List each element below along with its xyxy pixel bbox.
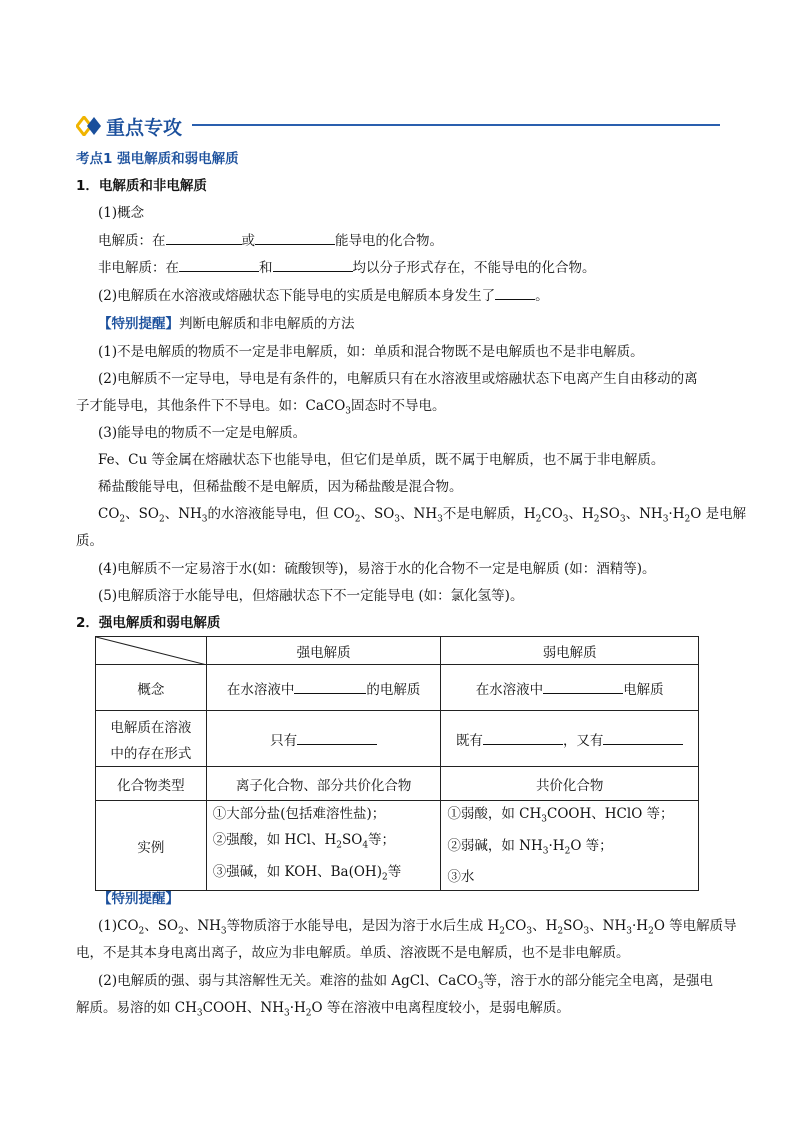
row-label: 实例: [96, 801, 207, 891]
rule-3-acid: 稀盐酸能导电，但稀盐酸不是电解质，因为稀盐酸是混合物。: [98, 479, 463, 495]
text: ②弱碱，如 NH: [447, 837, 543, 854]
subscript: 2: [158, 514, 165, 525]
subscript: 3: [394, 514, 401, 525]
text: O 等电解质导: [653, 918, 737, 934]
rule-2-continued: [76, 394, 446, 417]
tip-heading-1: [98, 312, 355, 332]
table-header-row: [96, 637, 699, 665]
subscript: 2: [684, 514, 691, 525]
text: O 等；: [570, 837, 613, 854]
text: ①弱酸，如 CH: [447, 806, 542, 822]
text: ②强酸，如 HCl、H: [212, 832, 337, 848]
section-title: 重点专攻: [106, 117, 183, 139]
table-row: [96, 801, 699, 891]
header-weak: 弱电解质: [441, 637, 699, 665]
text: 在水溶液中: [226, 681, 295, 698]
paragraph-concept: (1)概念: [98, 205, 145, 221]
diagonal-header-cell: [96, 637, 207, 665]
subscript: 3: [619, 514, 626, 525]
text: ，又有: [562, 732, 604, 749]
subscript: 3: [526, 926, 533, 937]
topic-heading: 考点1 强电解质和弱电解质: [76, 151, 239, 167]
subscript: 3: [220, 926, 227, 937]
rule-2: (2)电解质不一定导电，导电是有条件的，电解质只有在水溶液里或熔融状态下电离产生自由移动的离: [98, 371, 698, 387]
rule-4: (4)电解质不一定易溶于水(如：硫酸钡等)，易溶于水的化合物不一定是电解质 (如：酒精等)。: [98, 561, 656, 577]
text: 等；: [368, 832, 396, 848]
text: 的电解质: [366, 681, 421, 698]
cell: [206, 801, 441, 891]
example-line: ③水: [447, 869, 475, 886]
text: 不是电解质，H: [442, 506, 536, 522]
tip-heading-2: 【特别提醒】: [98, 891, 179, 907]
table-row: [96, 711, 699, 767]
cell: [441, 801, 699, 891]
text: CO: [541, 506, 563, 522]
text: 均以分子形式存在，不能导电的化合物。: [352, 260, 596, 276]
subscript: 3: [201, 514, 208, 525]
subscript: 2: [564, 846, 571, 857]
heading-1: 1．电解质和非电解质: [76, 178, 207, 194]
table-row: [96, 767, 699, 801]
blank: [166, 230, 242, 245]
row-label: [96, 711, 207, 767]
text: ·H: [548, 837, 565, 854]
subscript: 2: [381, 872, 388, 883]
text: SO: [341, 832, 363, 848]
comparison-table: [95, 636, 699, 891]
text: 、H: [532, 918, 558, 934]
text: CO: [98, 506, 120, 522]
text: 、SO: [144, 918, 179, 934]
text: 固态时不导电。: [351, 398, 446, 414]
blank: [483, 730, 563, 745]
text: ③强碱，如 KOH、Ba(OH): [212, 863, 382, 880]
text: 等物质溶于水能导电，是因为溶于水后生成 H: [226, 918, 500, 934]
rule-3-gases-continued: 质。: [76, 533, 103, 549]
text: ·H: [632, 918, 649, 934]
text: 、SO: [125, 506, 159, 522]
tip-label: 【特别提醒】: [98, 316, 179, 332]
text: 子才能导电，其他条件下不导电。如：CaCO: [76, 398, 346, 414]
header-strong: 强电解质: [206, 637, 441, 665]
text: 。: [535, 288, 549, 304]
subscript: 2: [354, 514, 361, 525]
paragraph-essence: [98, 284, 549, 304]
subscript: 3: [662, 514, 669, 525]
text: 非电解质：在: [98, 260, 179, 276]
blank: [255, 230, 335, 245]
subscript: 2: [593, 514, 600, 525]
rule-3-metals: Fe、Cu 等金属在熔融状态下也能导电，但它们是单质，既不属于电解质，也不属于非电解质。: [98, 452, 665, 468]
subscript: 3: [562, 514, 569, 525]
text: 电解质: [623, 681, 664, 698]
tip-2-point-2: [98, 969, 713, 992]
subscript: 2: [499, 926, 505, 937]
text: 解质。易溶的如 CH: [76, 1000, 197, 1016]
text: O 是电解: [690, 506, 747, 522]
text: 电解质：在: [98, 233, 166, 249]
diagonal-line: [96, 637, 207, 665]
rule-1: (1)不是电解质的物质不一定是非电解质，如：单质和混合物既不是电解质也不是非电解质。: [98, 344, 644, 360]
tip-2-point-1-continued: 电，不是其本身电离出离子，故应为非电解质。单质、溶液既不是电解质，也不是非电解质。: [76, 945, 630, 961]
text: 的水溶液能导电，但 CO: [207, 506, 355, 522]
text: ·H: [289, 1000, 306, 1016]
cell: [441, 665, 699, 711]
subscript: 2: [138, 926, 145, 937]
subscript: 2: [535, 514, 542, 525]
text: CO: [504, 918, 527, 934]
text: 等: [387, 863, 402, 880]
text: 电解质在溶液: [110, 719, 192, 736]
blank: [543, 679, 623, 694]
text: 等，溶于水的部分能完全电离，是强电: [483, 973, 713, 989]
text: 、NH: [625, 506, 663, 522]
row-label: 概念: [96, 665, 207, 711]
cell: 共价化合物: [441, 767, 699, 801]
text: ·H: [668, 506, 685, 522]
text: SO: [599, 506, 620, 522]
nonelectrolyte-definition: [98, 256, 596, 276]
text: 、NH: [400, 506, 438, 522]
subscript: 3: [477, 981, 484, 992]
blank: [179, 257, 259, 272]
text: 、H: [568, 506, 594, 522]
example-line: [447, 833, 698, 865]
example-line: ①大部分盐(包括难溶性盐)；: [212, 806, 386, 822]
blank: [294, 679, 366, 694]
text: 、NH: [183, 918, 221, 934]
rule-5: (5)电解质溶于水能导电，但熔融状态下不一定能导电 (如：氯化氢等)。: [98, 588, 524, 604]
section-header: [76, 112, 720, 140]
electrolyte-definition: [98, 229, 443, 249]
subscript: 4: [362, 840, 369, 851]
subscript: 3: [437, 514, 443, 525]
subscript: 3: [583, 926, 590, 937]
tip-2-point-2-continued: [76, 996, 570, 1019]
subscript: 3: [542, 846, 549, 857]
subscript: 3: [541, 814, 548, 825]
blank: [273, 257, 353, 272]
text: 或: [241, 233, 255, 249]
subscript: 2: [557, 926, 564, 937]
text: 、NH: [164, 506, 202, 522]
text: (2)电解质在水溶液或熔融状态下能导电的实质是电解质本身发生了: [98, 288, 496, 304]
text: 、NH: [589, 918, 627, 934]
subscript: 2: [648, 926, 654, 937]
rule-3-gases: [98, 502, 746, 525]
subscript: 2: [336, 840, 342, 851]
subscript: 3: [345, 406, 352, 417]
subscript: 2: [305, 1008, 312, 1019]
text: (1)CO: [98, 918, 139, 934]
blank: [495, 285, 535, 300]
subscript: 2: [178, 926, 184, 937]
subscript: 3: [196, 1008, 203, 1019]
cell: [206, 665, 441, 711]
heading-2: 2．强电解质和弱电解质: [76, 615, 221, 631]
text: O 等在溶液中电离程度较小，是弱电解质。: [311, 1000, 570, 1016]
text: 能导电的化合物。: [335, 233, 443, 249]
rule-3: (3)能导电的物质不一定是电解质。: [98, 425, 307, 441]
blank: [297, 730, 377, 745]
example-line: [447, 801, 698, 833]
tip-2-point-1: [98, 914, 737, 937]
subscript: 3: [283, 1008, 290, 1019]
blank: [603, 730, 683, 745]
table-row: [96, 665, 699, 711]
cell: [441, 711, 699, 767]
tip-text: 判断电解质和非电解质的方法: [179, 316, 355, 332]
text: 中的存在形式: [110, 745, 192, 762]
text: 和: [259, 260, 273, 276]
cell: 离子化合物、部分共价化合物: [206, 767, 441, 801]
example-line: [213, 859, 441, 891]
cell: [206, 711, 441, 767]
subscript: 3: [626, 926, 633, 937]
example-line: [213, 827, 441, 859]
double-diamond-icon: [76, 116, 104, 136]
row-label: 化合物类型: [96, 767, 207, 801]
text: COOH、HClO 等；: [547, 806, 674, 822]
text: 既有: [455, 732, 483, 749]
text: 在水溶液中: [475, 681, 544, 698]
section-rule: [192, 124, 720, 126]
text: 、SO: [360, 506, 395, 522]
text: SO: [563, 918, 584, 934]
text: (2)电解质的强、弱与其溶解性无关。难溶的盐如 AgCl、CaCO: [98, 973, 478, 989]
text: 只有: [270, 732, 298, 749]
subscript: 2: [119, 514, 126, 525]
text: COOH、NH: [202, 1000, 284, 1016]
